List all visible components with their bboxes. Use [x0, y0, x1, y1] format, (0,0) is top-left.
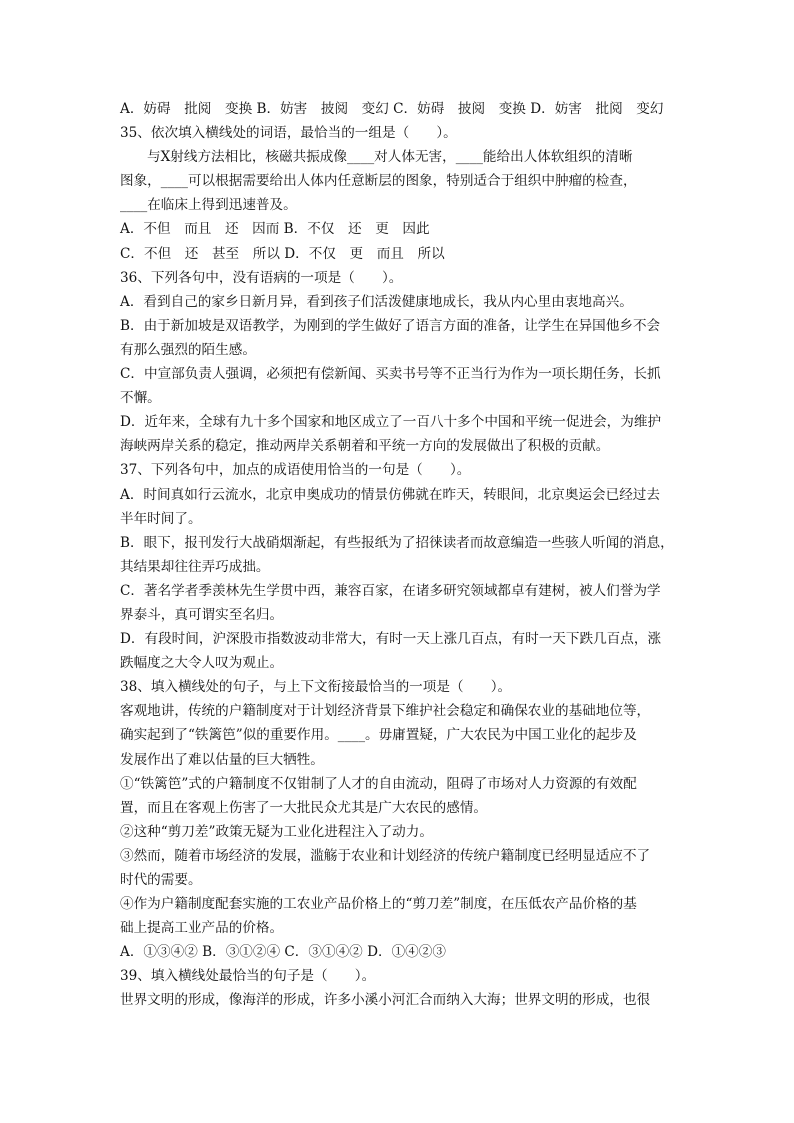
- text-line: C．不但 还 甚至 所以 D．不仅 更 而且 所以: [120, 245, 445, 262]
- text-line: D．近年来，全球有九十多个国家和地区成立了一百八十多个中国和平统一促进会，为维护: [120, 414, 662, 431]
- text-line: 跌幅度之大令人叹为观止。: [120, 655, 284, 672]
- text-line: A．看到自己的家乡日新月异，看到孩子们活泼健康地成长，我从内心里由衷地高兴。: [120, 293, 633, 310]
- text-line: ____在临床上得到迅速普及。: [120, 197, 297, 214]
- text-line: 海峡两岸关系的稳定，推动两岸关系朝着和平统一方向的发展做出了积极的贡献。: [120, 438, 610, 455]
- text-line: 置，而且在客观上伤害了一大批民众尤其是广大农民的感情。: [120, 799, 488, 816]
- text-line: 世界文明的形成，像海洋的形成，许多小溪小河汇合而纳入大海；世界文明的形成，也很: [120, 992, 651, 1009]
- document-page: [120, 97, 680, 1013]
- text-line: A．时间真如行云流水，北京申奥成功的情景仿佛就在昨天，转眼间，北京奥运会已经过去: [120, 486, 660, 503]
- text-line: 客观地讲，传统的户籍制度对于计划经济背景下维护社会稳定和确保农业的基础地位等，: [120, 703, 651, 720]
- text-line: A．妨碍 批阅 变换 B．妨害 披阅 变幻 C．妨碍 披阅 变换 D．妨害 批阅 变幻: [120, 101, 664, 117]
- text-line: D．有段时间，沪深股市指数波动非常大，有时一天上涨几百点，有时一天下跌几百点，涨: [120, 631, 662, 648]
- text-line: 37、下列各句中，加点的成语使用恰当的一句是（ ）。: [120, 462, 471, 479]
- text-line: 其结果却往往弄巧成拙。: [120, 558, 270, 575]
- text-line: 确实起到了“铁篱笆”似的重要作用。____。毋庸置疑，广大农民为中国工业化的起步及: [120, 727, 637, 744]
- text-line: 时代的需要。: [120, 872, 202, 888]
- text-line: 不懈。: [120, 390, 161, 407]
- text-line: 发展作出了难以估量的巨大牺牲。: [120, 751, 324, 768]
- text-line: 础上提高工业产品的价格。: [120, 920, 284, 937]
- text-line: A．不但 而且 还 因而 B．不仅 还 更 因此: [120, 221, 430, 238]
- text-line: 图象，____可以根据需要给出人体内任意断层的图象，特别适合于组织中肿瘤的检查，: [120, 173, 637, 190]
- text-line: 界泰斗，真可谓实至名归。: [120, 606, 284, 623]
- text-line: B．眼下，报刊发行大战硝烟渐起，有些报纸为了招徕读者而故意编造一些骇人听闻的消息，: [120, 534, 674, 551]
- text-line: ④作为户籍制度配套实施的工农业产品价格上的“剪刀差”制度，在压低农产品价格的基: [120, 896, 637, 913]
- text-line: A．①③④② B．③①②④ C．③①④② D．①④②③: [120, 944, 446, 961]
- text-line: 38、填入横线处的句子，与上下文衔接最恰当的一项是（ ）。: [120, 679, 512, 696]
- text-line: 有那么强烈的陌生感。: [120, 341, 256, 358]
- text-line: C．中宣部负责人强调，必须把有偿新闻、买卖书号等不正当行为作为一项长期任务，长抓: [120, 366, 661, 383]
- text-line: B．由于新加坡是双语教学，为刚到的学生做好了语言方面的准备，让学生在异国他乡不会: [120, 317, 661, 334]
- text-line: 35、依次填入横线处的词语，最恰当的一组是（ ）。: [120, 125, 457, 142]
- text-line: 半年时间了。: [120, 510, 202, 527]
- text-line: ③然而，随着市场经济的发展，滥觞于农业和计划经济的传统户籍制度已经明显适应不了: [120, 847, 651, 864]
- text-line: 39、填入横线处最恰当的句子是（ ）。: [120, 968, 376, 985]
- text-line: 与X射线方法相比，核磁共振成像____对人体无害，____能给出人体软组织的清晰: [147, 149, 633, 166]
- text-line: ①“铁篱笆”式的户籍制度不仅钳制了人才的自由流动，阻碍了市场对人力资源的有效配: [120, 775, 637, 792]
- text-line: ②这种“剪刀差”政策无疑为工业化进程注入了动力。: [120, 823, 433, 840]
- text-line: 36、下列各句中，没有语病的一项是（ ）。: [120, 269, 403, 286]
- text-line: C．著名学者季羡林先生学贯中西，兼容百家，在诸多研究领域都卓有建树，被人们誉为学: [120, 582, 661, 599]
